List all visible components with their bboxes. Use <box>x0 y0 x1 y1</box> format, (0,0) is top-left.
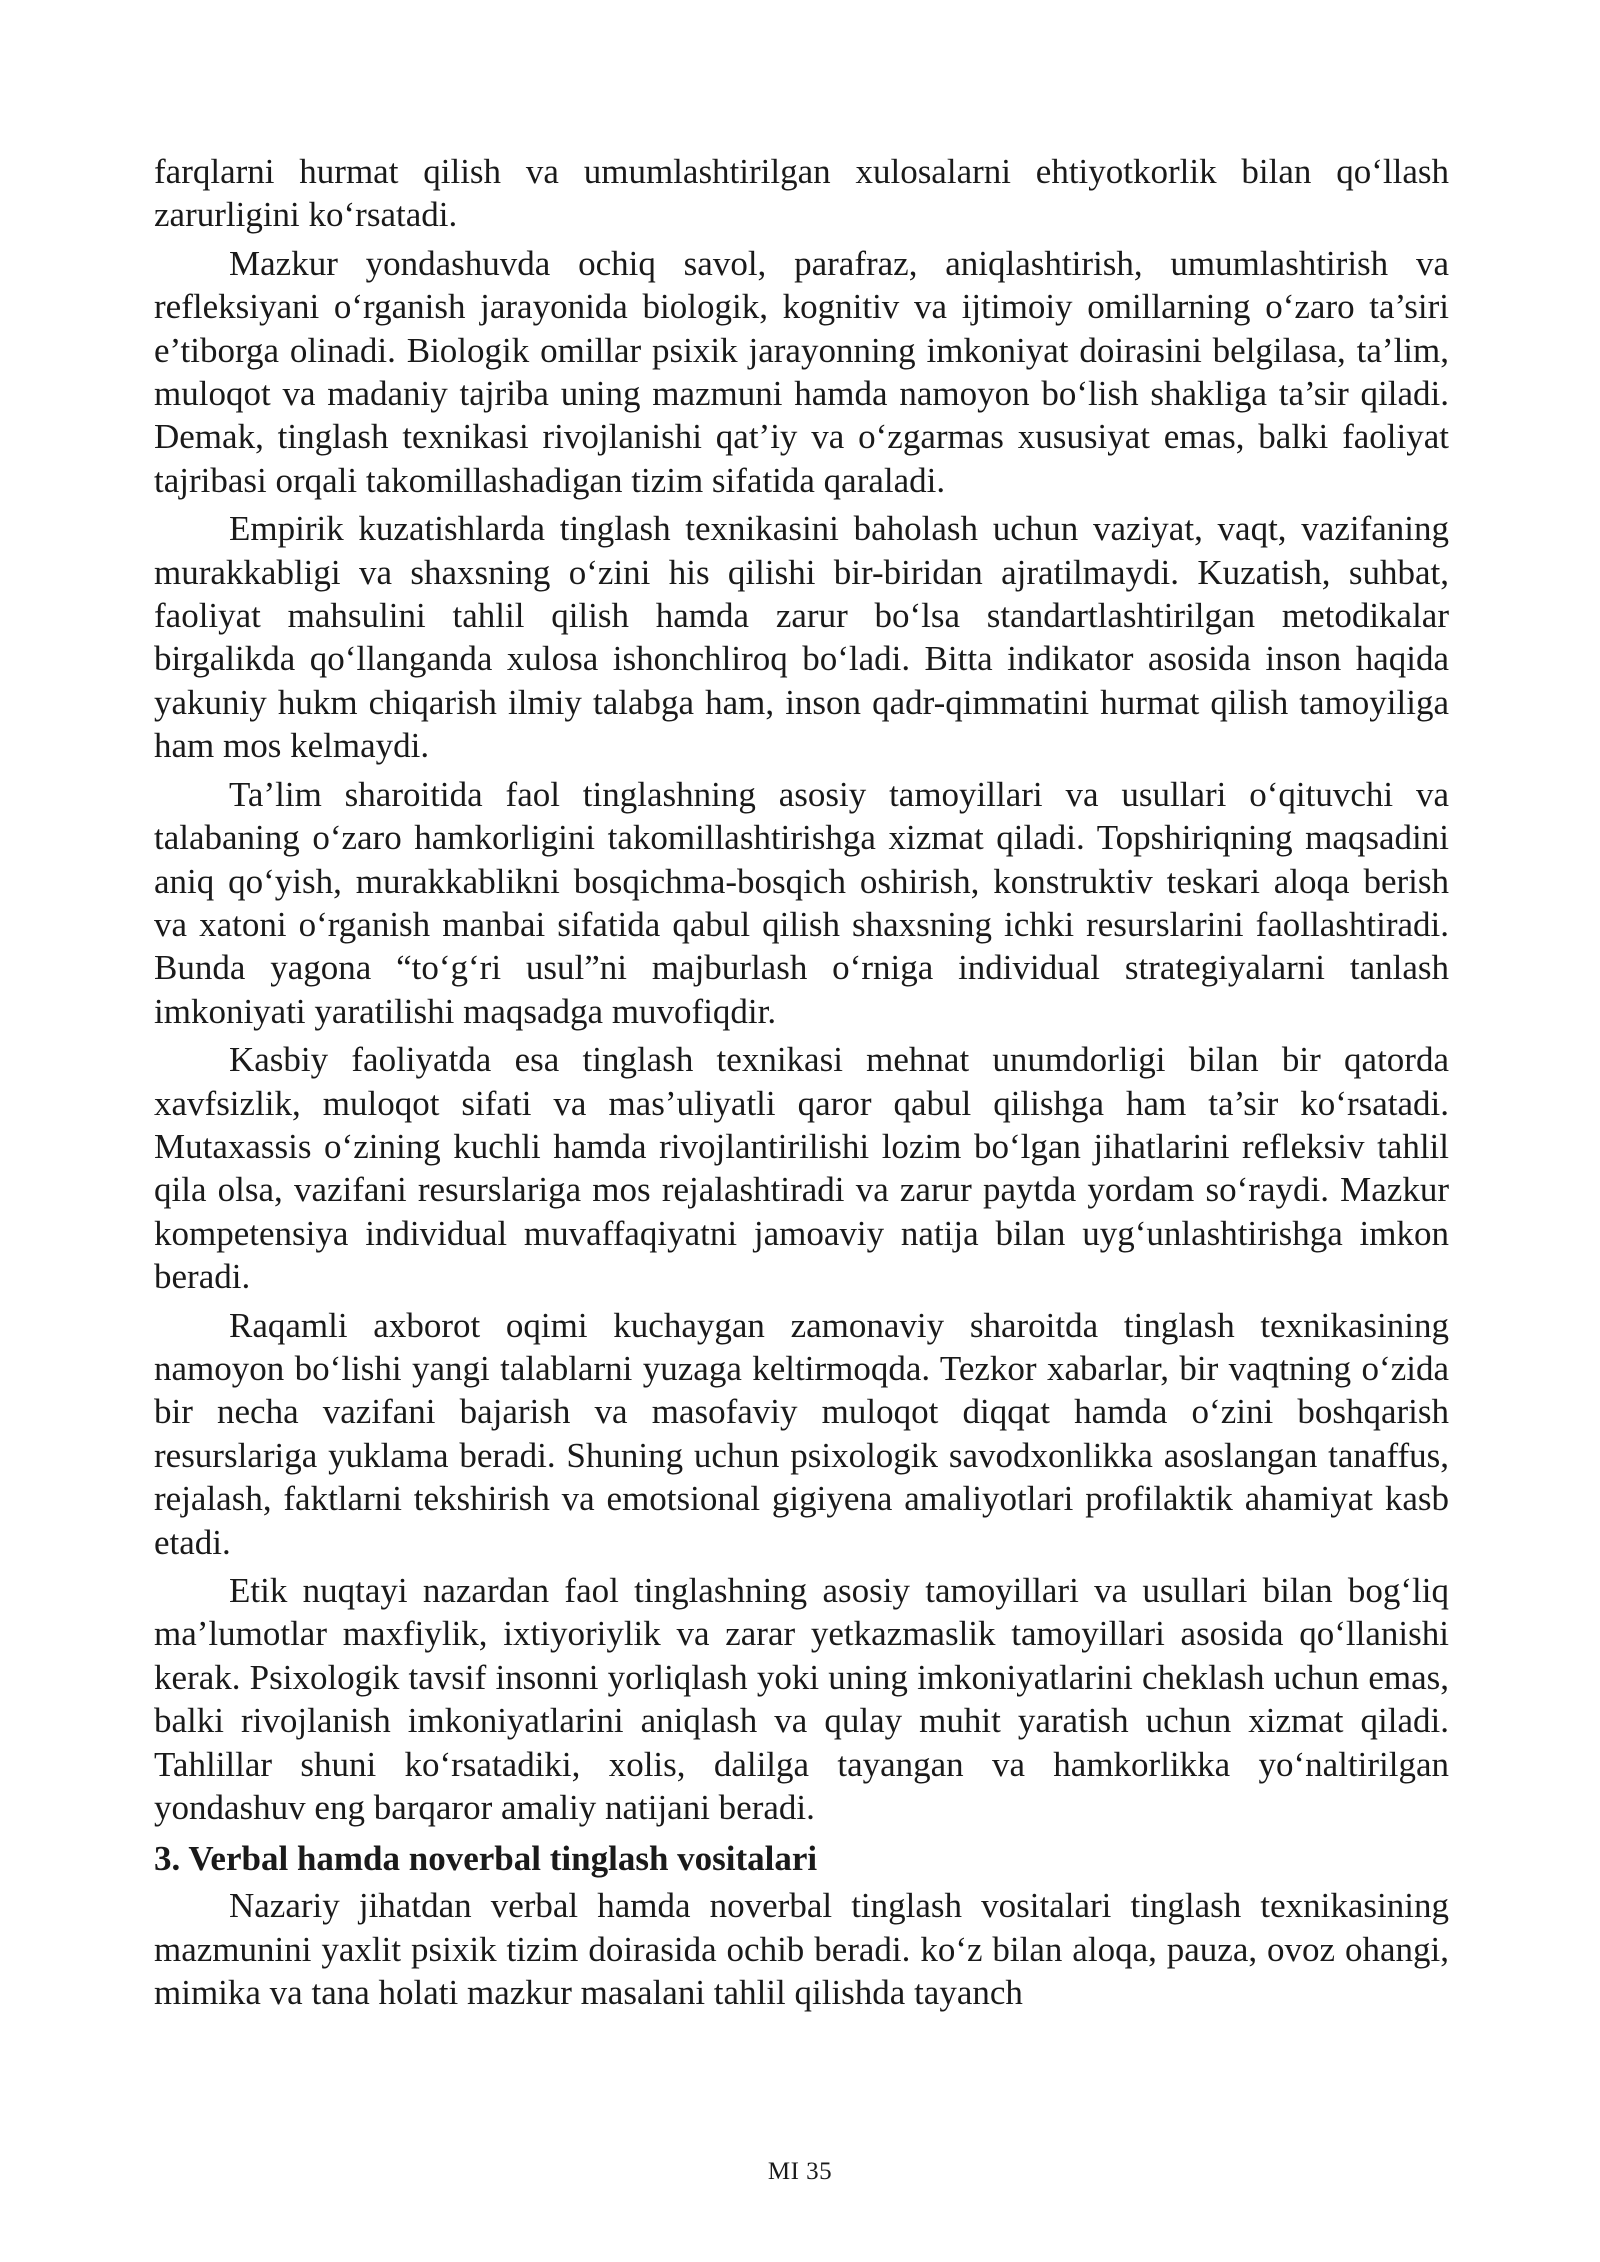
paragraph: Mazkur yondashuvda ochiq savol, parafraz, aniqlashtirish, umumlashtirish va refleksiyani o‘rganish jarayonida biologik, kognitiv va ijtimoiy omillarning o‘zaro ta’siri e’tiborga olinadi. Biologik omillar psixik jarayonning imkoniyat doirasini belgilasa, ta’lim, muloqot va madaniy tajriba uning mazmuni hamda namoyon bo‘lish shakliga ta’sir qiladi. Demak, tinglash texnikasi rivojlanishi qat’iy va o‘zgarmas xususiyat emas, balki faoliyat tajribasi orqali takomillashadigan tizim sifatida qaraladi. <box>154 243 1449 500</box>
page-number: MI 35 <box>767 2158 833 2185</box>
section-paragraph: Nazariy jihatdan verbal hamda noverbal tinglash vositalari tinglash texnikasining mazmunini yaxlit psixik tizim doirasida ochib beradi. ko‘z bilan aloqa, pauza, ovoz ohangi, mimika va tana holati mazkur masalani tahlil qilishda tayanch <box>154 1886 1449 2013</box>
paragraph: Ta’lim sharoitida faol tinglashning asosiy tamoyillari va usullari o‘qituvchi va talabaning o‘zaro hamkorligini takomillashtirishga xizmat qiladi. Topshiriqning maqsadini aniq qo‘yish, murakkablikni bosqichma-bosqich oshirish, konstruktiv teskari aloqa berish va xatoni o‘rganish manbai sifatida qabul qilish shaxsning ichki resurslarini faollashtiradi. Bunda yagona “to‘g‘ri usul”ni majburlash o‘rniga individual strategiyalarni tanlash imkoniyati yaratilishi maqsadga muvofiqdir. <box>154 774 1449 1031</box>
section-heading: 3. Verbal hamda noverbal tinglash vositalari <box>154 1839 818 1879</box>
page-body <box>154 150 1449 2020</box>
paragraph: Kasbiy faoliyatda esa tinglash texnikasi mehnat unumdorligi bilan bir qatorda xavfsizlik, muloqot sifati va mas’uliyatli qaror qabul qilishga ham ta’sir ko‘rsatadi. Mutaxassis o‘zining kuchli hamda rivojlantirilishi lozim bo‘lgan jihatlarini refleksiv tahlil qila olsa, vazifani resurslariga mos rejalashtiradi va zarur paytda yordam so‘raydi. Mazkur kompetensiya individual muvaffaqiyatni jamoaviy natija bilan uyg‘unlashtirishga imkon beradi. <box>154 1040 1449 1297</box>
paragraph: Empirik kuzatishlarda tinglash texnikasini baholash uchun vaziyat, vaqt, vazifaning murakkabligi va shaxsning o‘zini his qilishi bir-biridan ajratilmaydi. Kuzatish, suhbat, faoliyat mahsulini tahlil qilish hamda zarur bo‘lsa standartlashtirilgan metodikalar birgalikda qo‘llanganda xulosa ishonchliroq bo‘ladi. Bitta indikator asosida inson haqida yakuniy hukm chiqarish ilmiy talabga ham, inson qadr-qimmatini hurmat qilish tamoyiliga ham mos kelmaydi. <box>154 509 1449 766</box>
paragraph: Raqamli axborot oqimi kuchaygan zamonaviy sharoitda tinglash texnikasining namoyon bo‘lishi yangi talablarni yuzaga keltirmoqda. Tezkor xabarlar, bir vaqtning o‘zida bir necha vazifani bajarish va masofaviy muloqot diqqat hamda o‘zini boshqarish resurslariga yuklama beradi. Shuning uchun psixologik savodxonlikka asoslangan tanaffus, rejalash, faktlarni tekshirish va emotsional gigiyena amaliyotlari profilaktik ahamiyat kasb etadi. <box>154 1305 1449 1562</box>
paragraph: Etik nuqtayi nazardan faol tinglashning asosiy tamoyillari va usullari bilan bog‘liq ma’lumotlar maxfiylik, ixtiyoriylik va zarar yetkazmaslik tamoyillari asosida qo‘llanishi kerak. Psixologik tavsif insonni yorliqlash yoki uning imkoniyatlarini cheklash uchun emas, balki rivojlanish imkoniyatlarini aniqlash va qulay muhit yaratish uchun xizmat qiladi. Tahlillar shuni ko‘rsatadiki, xolis, dalilga tayangan va hamkorlikka yo‘naltirilgan yondashuv eng barqaror amaliy natijani beradi. <box>154 1571 1449 1828</box>
paragraph-continuation: farqlarni hurmat qilish va umumlashtirilgan xulosalarni ehtiyotkorlik bilan qo‘llash zarurligini ko‘rsatadi. <box>154 152 1449 235</box>
